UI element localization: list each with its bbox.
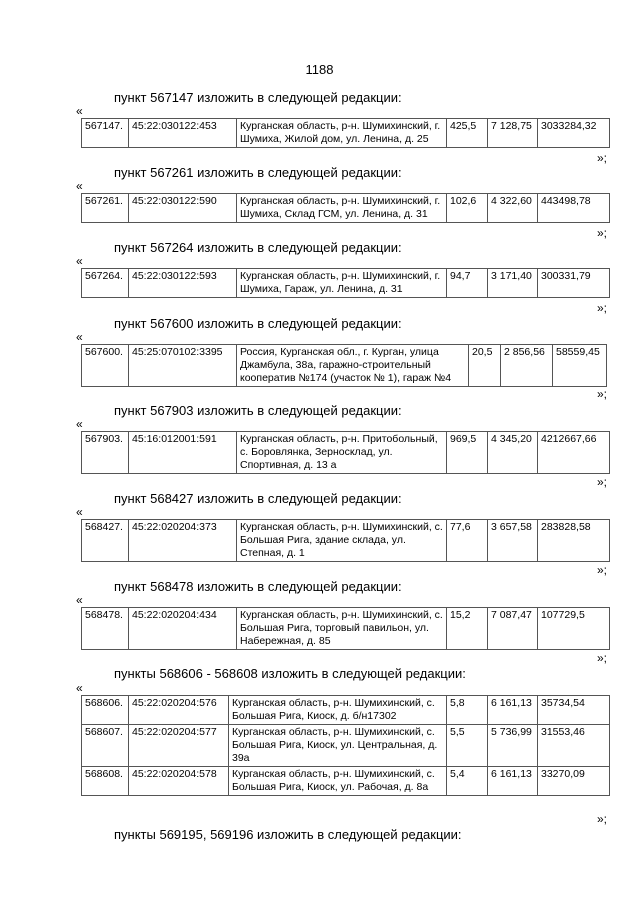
table-row — [82, 608, 610, 650]
area-cell: 969,5 — [447, 432, 488, 474]
item-number-cell: 568607. — [82, 725, 129, 767]
amendment-table — [81, 344, 607, 387]
closing-quote: »; — [597, 301, 608, 315]
table-row — [82, 119, 610, 148]
item-number-cell: 567261. — [82, 194, 129, 223]
rate-cell: 3 657,58 — [488, 520, 538, 562]
opening-quote: « — [76, 417, 83, 431]
value-cell: 3033284,32 — [538, 119, 610, 148]
value-cell: 31553,46 — [538, 725, 610, 767]
closing-quote: »; — [597, 812, 608, 826]
cadastral-number-cell: 45:22:020204:578 — [129, 767, 229, 796]
section-heading: пункт 568427 изложить в следующей редакции: — [114, 491, 402, 506]
rate-cell: 3 171,40 — [488, 269, 538, 298]
value-cell: 58559,45 — [553, 345, 607, 387]
section-heading: пункт 567261 изложить в следующей редакции: — [114, 165, 402, 180]
item-number-cell: 567147. — [82, 119, 129, 148]
cadastral-number-cell: 45:22:020204:434 — [129, 608, 237, 650]
address-cell: Курганская область, р-н. Шумихинский, с. Большая Рига, здание склада, ул. Степная, д. 1 — [237, 520, 447, 562]
amendment-table — [81, 118, 610, 148]
cadastral-number-cell: 45:22:030122:453 — [129, 119, 237, 148]
table-row — [82, 345, 607, 387]
rate-cell: 4 322,60 — [488, 194, 538, 223]
rate-cell: 2 856,56 — [501, 345, 553, 387]
closing-quote: »; — [597, 226, 608, 240]
area-cell: 77,6 — [447, 520, 488, 562]
table-row — [82, 432, 610, 474]
table-row — [82, 725, 610, 767]
section-heading: пункт 567264 изложить в следующей редакции: — [114, 240, 402, 255]
address-cell: Курганская область, р-н. Шумихинский, г. Шумиха, Гараж, ул. Ленина, д. 31 — [237, 269, 447, 298]
amendment-table — [81, 519, 610, 562]
item-number-cell: 568606. — [82, 696, 129, 725]
opening-quote: « — [76, 330, 83, 344]
cadastral-number-cell: 45:22:020204:576 — [129, 696, 229, 725]
closing-quote: »; — [597, 563, 608, 577]
area-cell: 425,5 — [447, 119, 488, 148]
address-cell: Курганская область, р-н. Шумихинский, с. Большая Рига, Киоск, д. б/н17302 — [229, 696, 447, 725]
amendment-table — [81, 695, 610, 796]
area-cell: 20,5 — [469, 345, 501, 387]
section-heading: пункты 568606 - 568608 изложить в следующей редакции: — [114, 666, 466, 681]
cadastral-number-cell: 45:22:020204:373 — [129, 520, 237, 562]
opening-quote: « — [76, 681, 83, 695]
cadastral-number-cell: 45:22:030122:590 — [129, 194, 237, 223]
section-heading: пункт 568478 изложить в следующей редакции: — [114, 579, 402, 594]
closing-quote: »; — [597, 475, 608, 489]
amendment-table — [81, 193, 610, 223]
amendment-table — [81, 431, 610, 474]
rate-cell: 7 087,47 — [488, 608, 538, 650]
address-cell: Курганская область, р-н. Притобольный, с. Боровлянка, Зерносклад, ул. Спортивная, д. 13 а — [237, 432, 447, 474]
value-cell: 4212667,66 — [538, 432, 610, 474]
value-cell: 300331,79 — [538, 269, 610, 298]
table-row — [82, 520, 610, 562]
area-cell: 5,5 — [447, 725, 488, 767]
page-number: 1188 — [305, 62, 334, 77]
amendment-table — [81, 268, 610, 298]
closing-quote: »; — [597, 151, 608, 165]
area-cell: 5,4 — [447, 767, 488, 796]
cadastral-number-cell: 45:25:070102:3395 — [129, 345, 237, 387]
rate-cell: 4 345,20 — [488, 432, 538, 474]
address-cell: Курганская область, р-н. Шумихинский, с. Большая Рига, торговый павильон, ул. Набережная, д. 85 — [237, 608, 447, 650]
rate-cell: 5 736,99 — [488, 725, 538, 767]
address-cell: Курганская область, р-н. Шумихинский, г. Шумиха, Жилой дом, ул. Ленина, д. 25 — [237, 119, 447, 148]
cadastral-number-cell: 45:16:012001:591 — [129, 432, 237, 474]
value-cell: 35734,54 — [538, 696, 610, 725]
area-cell: 94,7 — [447, 269, 488, 298]
value-cell: 33270,09 — [538, 767, 610, 796]
area-cell: 15,2 — [447, 608, 488, 650]
item-number-cell: 567264. — [82, 269, 129, 298]
amendment-table — [81, 607, 610, 650]
value-cell: 107729,5 — [538, 608, 610, 650]
value-cell: 283828,58 — [538, 520, 610, 562]
table-row — [82, 696, 610, 725]
address-cell: Курганская область, р-н. Шумихинский, с. Большая Рига, Киоск, ул. Рабочая, д. 8а — [229, 767, 447, 796]
opening-quote: « — [76, 593, 83, 607]
value-cell: 443498,78 — [538, 194, 610, 223]
opening-quote: « — [76, 104, 83, 118]
area-cell: 5,8 — [447, 696, 488, 725]
opening-quote: « — [76, 179, 83, 193]
item-number-cell: 568427. — [82, 520, 129, 562]
item-number-cell: 567903. — [82, 432, 129, 474]
cadastral-number-cell: 45:22:030122:593 — [129, 269, 237, 298]
table-row — [82, 767, 610, 796]
closing-quote: »; — [597, 651, 608, 665]
address-cell: Россия, Курганская обл., г. Курган, улица Джамбула, 38а, гаражно-строительный кооператив №174 (участок № 1), гараж №4 — [237, 345, 469, 387]
section-heading: пункты 569195, 569196 изложить в следующей редакции: — [114, 827, 462, 842]
opening-quote: « — [76, 505, 83, 519]
opening-quote: « — [76, 254, 83, 268]
rate-cell: 6 161,13 — [488, 696, 538, 725]
address-cell: Курганская область, р-н. Шумихинский, г. Шумиха, Склад ГСМ, ул. Ленина, д. 31 — [237, 194, 447, 223]
section-heading: пункт 567147 изложить в следующей редакции: — [114, 90, 402, 105]
item-number-cell: 567600. — [82, 345, 129, 387]
item-number-cell: 568608. — [82, 767, 129, 796]
cadastral-number-cell: 45:22:020204:577 — [129, 725, 229, 767]
address-cell: Курганская область, р-н. Шумихинский, с. Большая Рига, Киоск, ул. Центральная, д. 39а — [229, 725, 447, 767]
table-row — [82, 269, 610, 298]
closing-quote: »; — [597, 387, 608, 401]
section-heading: пункт 567600 изложить в следующей редакции: — [114, 316, 402, 331]
table-row — [82, 194, 610, 223]
section-heading: пункт 567903 изложить в следующей редакции: — [114, 403, 402, 418]
item-number-cell: 568478. — [82, 608, 129, 650]
area-cell: 102,6 — [447, 194, 488, 223]
rate-cell: 7 128,75 — [488, 119, 538, 148]
rate-cell: 6 161,13 — [488, 767, 538, 796]
